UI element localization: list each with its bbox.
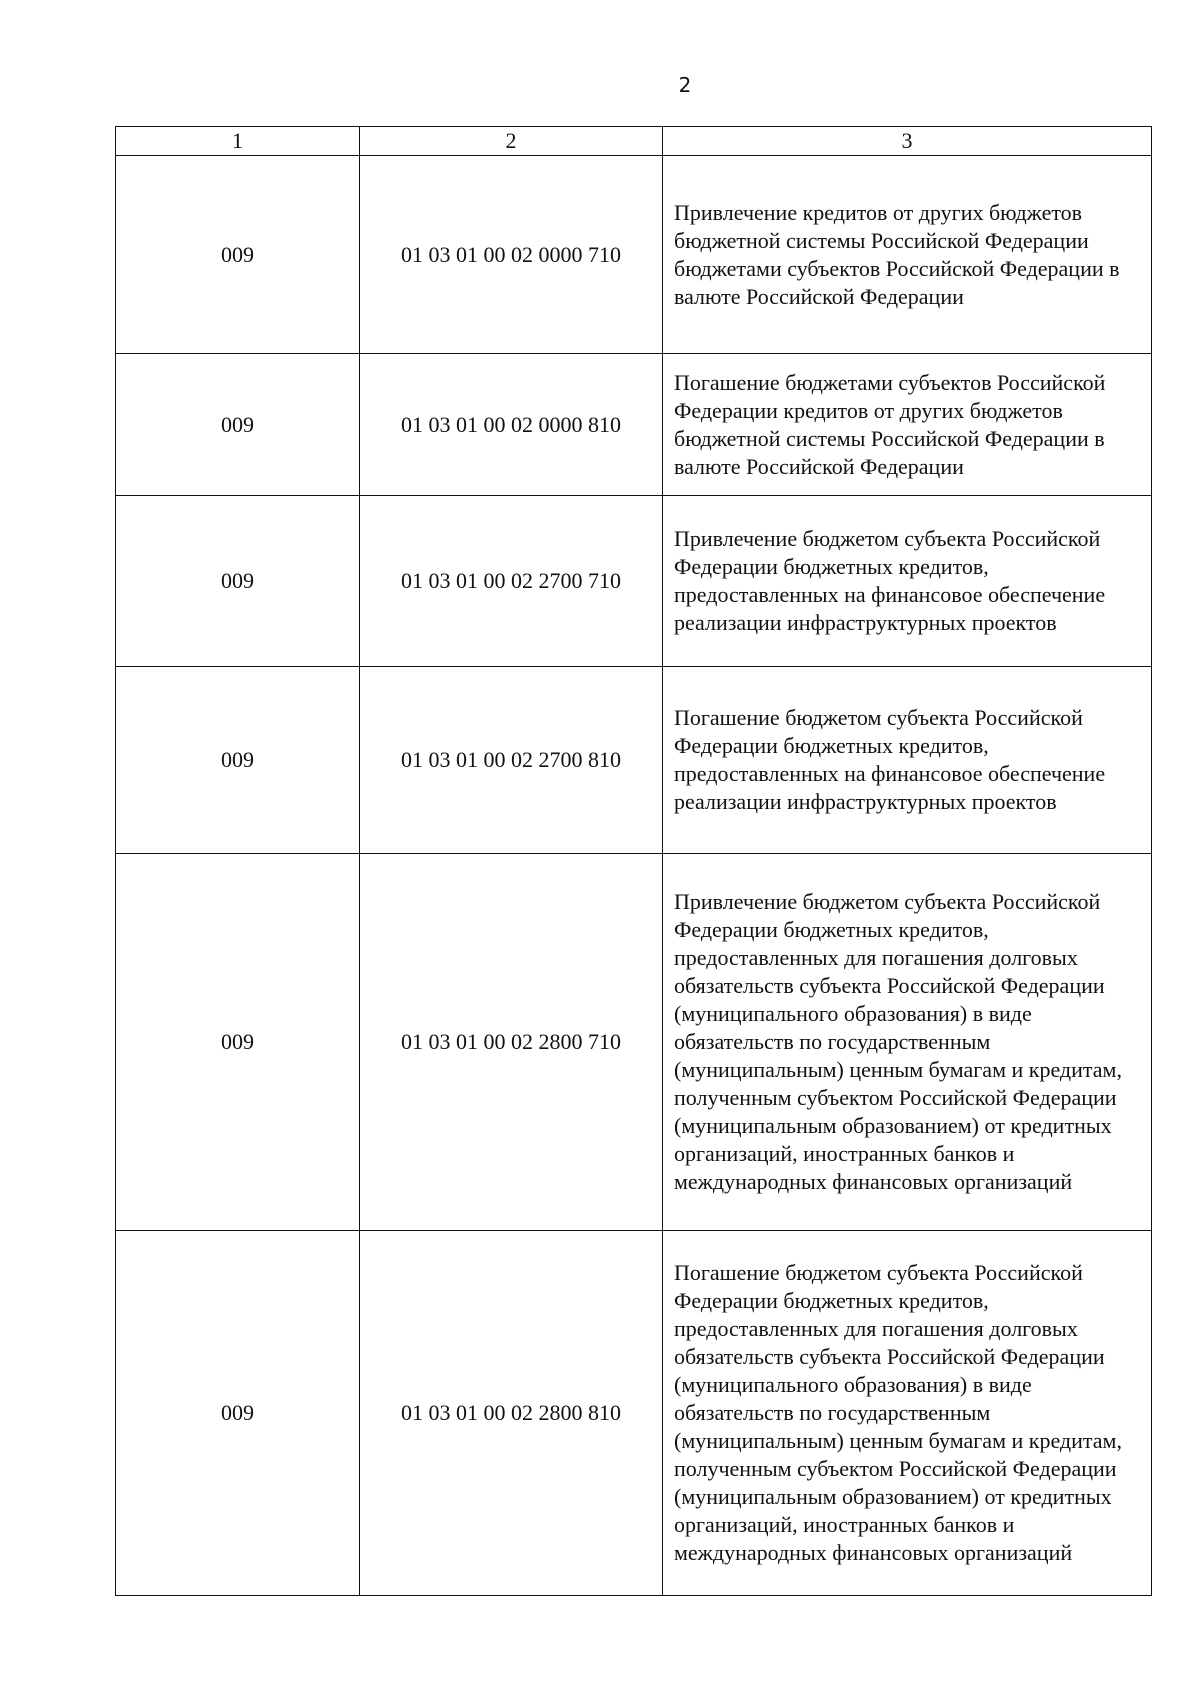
table-header <box>116 127 1152 156</box>
column-header-2: 2 <box>360 127 663 156</box>
table-row <box>116 854 1152 1231</box>
budget-code-cell: 01 03 01 00 02 2800 810 <box>360 1231 663 1596</box>
budget-code-cell: 01 03 01 00 02 2700 710 <box>360 496 663 667</box>
source-name-cell: Погашение бюджетами субъектов Российской Федерации кредитов от других бюджетов бюджетной системы Российской Федерации в валюте Российской Федерации <box>663 354 1152 496</box>
budget-code-cell: 01 03 01 00 02 2800 710 <box>360 854 663 1231</box>
admin-code-cell: 009 <box>116 854 360 1231</box>
source-name-cell: Привлечение бюджетом субъекта Российской Федерации бюджетных кредитов, предоставленных на финансовое обеспечение реализации инфраструктурных проектов <box>663 496 1152 667</box>
column-header-3: 3 <box>663 127 1152 156</box>
admin-code-cell: 009 <box>116 667 360 854</box>
source-name-cell: Погашение бюджетом субъекта Российской Федерации бюджетных кредитов, предоставленных на финансовое обеспечение реализации инфраструктурных проектов <box>663 667 1152 854</box>
admin-code-cell: 009 <box>116 496 360 667</box>
admin-code-cell: 009 <box>116 1231 360 1596</box>
source-name-cell: Привлечение бюджетом субъекта Российской Федерации бюджетных кредитов, предоставленных для погашения долговых обязательств субъекта Российской Федерации (муниципального образования) в виде обязательств по государственным (муниципальным) ценным бумагам и кредитам, полученным субъектом Российской Федерации (муниципальным образованием) от кредитных организаций, иностранных банков и международных финансовых организаций <box>663 854 1152 1231</box>
budget-code-cell: 01 03 01 00 02 0000 710 <box>360 156 663 354</box>
budget-classification-table <box>115 126 1152 1596</box>
table-row <box>116 496 1152 667</box>
admin-code-cell: 009 <box>116 156 360 354</box>
table-row <box>116 354 1152 496</box>
column-header-1: 1 <box>116 127 360 156</box>
table-row <box>116 667 1152 854</box>
page-number: 2 <box>678 73 692 97</box>
table-row <box>116 1231 1152 1596</box>
budget-code-cell: 01 03 01 00 02 0000 810 <box>360 354 663 496</box>
table-body <box>116 156 1152 1596</box>
source-name-cell: Привлечение кредитов от других бюджетов бюджетной системы Российской Федерации бюджетами субъектов Российской Федерации в валюте Российской Федерации <box>663 156 1152 354</box>
source-name-cell: Погашение бюджетом субъекта Российской Федерации бюджетных кредитов, предоставленных для погашения долговых обязательств субъекта Российской Федерации (муниципального образования) в виде обязательств по государственным (муниципальным) ценным бумагам и кредитам, полученным субъектом Российской Федерации (муниципальным образованием) от кредитных организаций, иностранных банков и международных финансовых организаций <box>663 1231 1152 1596</box>
budget-code-cell: 01 03 01 00 02 2700 810 <box>360 667 663 854</box>
admin-code-cell: 009 <box>116 354 360 496</box>
header-row <box>116 127 1152 156</box>
table-row <box>116 156 1152 354</box>
